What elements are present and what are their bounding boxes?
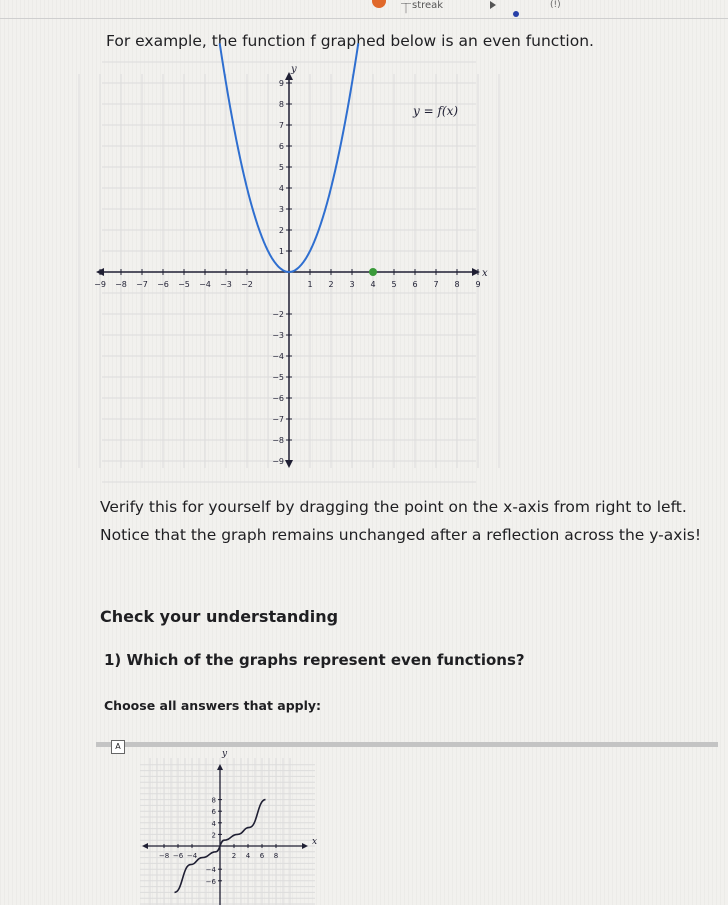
function-label: y = f(x) [413, 104, 459, 118]
x-tick-label: 2 [231, 852, 237, 860]
y-tick-label: 8 [278, 100, 284, 109]
x-axis-label: x [312, 837, 318, 847]
y-tick-label: 5 [278, 163, 284, 172]
x-tick-label: −6 [172, 852, 184, 860]
y-axis-label: y [291, 64, 297, 75]
x-tick-label: −6 [157, 280, 169, 289]
option-a-badge[interactable]: A [111, 740, 125, 754]
x-tick-label: −7 [136, 280, 148, 289]
streak-icon: ⏉ [401, 4, 411, 15]
x-tick-label: 6 [412, 280, 418, 289]
y-tick-label: 1 [278, 247, 284, 256]
choose-all-label: Choose all answers that apply: [104, 698, 322, 713]
y-tick-label: 9 [278, 79, 284, 88]
draggable-point[interactable] [369, 268, 377, 276]
x-axis-arrow-left-icon [142, 843, 148, 849]
y-tick-label: −4 [272, 352, 284, 361]
x-axis-label: x [482, 268, 488, 279]
x-tick-label: −8 [158, 852, 170, 860]
x-tick-label: 9 [475, 280, 481, 289]
y-tick-label: −9 [272, 457, 284, 466]
x-tick-label: 3 [349, 280, 355, 289]
play-icon[interactable] [490, 1, 496, 9]
y-tick-label: −4 [205, 866, 216, 875]
y-tick-label: −6 [205, 877, 216, 886]
x-tick-label: −5 [178, 280, 190, 289]
x-tick-label: −8 [115, 280, 127, 289]
x-tick-label: −4 [199, 280, 211, 289]
check-understanding-heading: Check your understanding [100, 607, 339, 626]
top-bar [0, 0, 728, 18]
question-text: 1) Which of the graphs represent even functions? [104, 651, 525, 669]
even-function-graph[interactable] [94, 60, 488, 480]
y-tick-label: −5 [272, 373, 284, 382]
y-tick-label: 6 [211, 808, 216, 817]
top-bar-icon: (!) [550, 0, 561, 10]
streak-label: streak [412, 0, 444, 11]
y-tick-label: 6 [278, 142, 284, 151]
top-divider [0, 18, 728, 19]
streak-flame-icon [372, 0, 386, 8]
x-tick-label: 7 [433, 280, 439, 289]
y-axis-label: y [222, 749, 228, 759]
x-tick-label: −9 [94, 280, 106, 289]
y-tick-label: 2 [211, 831, 216, 840]
verify-text: Verify this for yourself by dragging the point on the x-axis from right to left. [100, 498, 687, 516]
x-tick-label: −3 [220, 280, 232, 289]
x-tick-label: 5 [391, 280, 397, 289]
x-axis-arrow-right-icon [302, 843, 308, 849]
y-tick-label: 3 [278, 205, 284, 214]
x-tick-label: −2 [241, 280, 253, 289]
y-tick-label: −2 [272, 310, 284, 319]
y-tick-label: −8 [272, 436, 284, 445]
progress-dot-icon [513, 11, 519, 17]
y-tick-label: 8 [211, 796, 216, 805]
x-tick-label: 2 [328, 280, 334, 289]
y-tick-label: −7 [272, 415, 284, 424]
notice-text: Notice that the graph remains unchanged after a reflection across the y-axis! [100, 526, 702, 544]
x-tick-label: 8 [273, 852, 279, 860]
y-tick-label: 2 [278, 226, 284, 235]
x-tick-label: 1 [307, 280, 313, 289]
x-tick-label: 6 [259, 852, 265, 860]
y-tick-label: −6 [272, 394, 284, 403]
x-tick-label: 8 [454, 280, 460, 289]
y-tick-label: 4 [211, 819, 216, 828]
x-tick-label: 4 [370, 280, 376, 289]
options-divider [96, 742, 718, 747]
option-a-graph[interactable] [140, 748, 340, 905]
x-tick-label: 4 [245, 852, 251, 860]
y-tick-label: 4 [278, 184, 284, 193]
intro-text: For example, the function f graphed below is an even function. [106, 32, 594, 50]
x-tick-label: −4 [186, 852, 198, 860]
x-axis-arrow-right-icon [472, 268, 480, 276]
y-tick-label: −3 [272, 331, 284, 340]
y-tick-label: 7 [278, 121, 284, 130]
